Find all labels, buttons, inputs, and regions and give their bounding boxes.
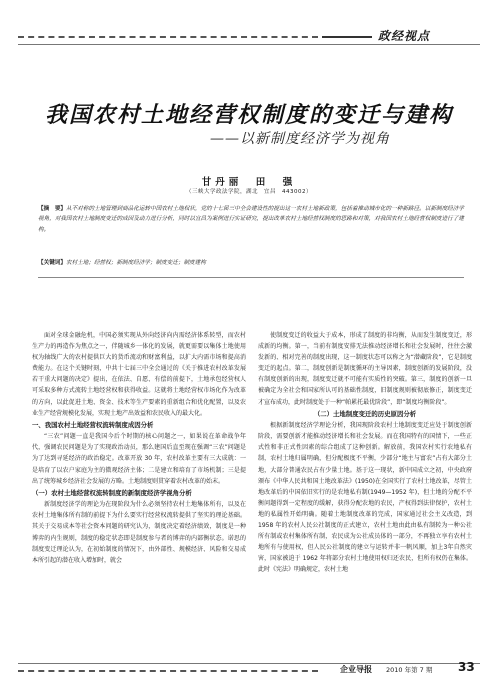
article-subtitle: ——以新制度经济学为视角 [210, 131, 390, 147]
abstract-text: 从不对称的土地管理到商品化运转中国农村土地权状，党的十七届三中全会建设性的提出这一农村土地新政策，包括着推动城市化的一种新路径。以新制度经济学视角，对我国农村土地制度变迁的成因及动力进行分析，同时以宜昌为案例进行实证研究，提出改革农村土地经营权制度的思路和对策，对我国农村土地经营权制度进行了建构。 [38, 206, 464, 233]
header-solid-rule [322, 36, 372, 38]
header-dashed-rule [18, 36, 318, 38]
body-column-right [258, 330, 472, 575]
footer-rule [18, 663, 480, 664]
author-affiliation: （三峡大学政法学院，湖北 宜昌 443002） [186, 189, 312, 195]
magazine-name: 企业导报 [340, 665, 372, 674]
abstract [38, 204, 464, 235]
keywords-text: 农村土地；经营权；新制度经济学；制度变迁；制度建构 [65, 260, 206, 266]
keywords-label: 【关键词】 [38, 260, 66, 266]
keywords [38, 258, 464, 268]
abstract-separator [38, 277, 464, 278]
article-authors: 甘丹丽 田 强 [201, 177, 297, 188]
body-paragraph: 根据新制度经济学理论分析，我国现阶段农村土地制度变迁应处于制度创新阶段，需要创新才能推动经济增长和社会发展。而在我国特有的国情下，一些正式性和非正式性因素的综合组成了这种创新。解放前，我国农村实行农地私有制，农村土地归属明确，但分配极度不平衡，少部分“地主与富农”占有大部分土地，大部分普通农民占有少量土地。基于这一现状，新中国成立之初，中央政府颁布《中华人民共和国土地改革法》(1950)在全国实行了农村土地改革，尽管土地改革后的中国依旧实行的是农地私有制(1949—1952 年)，但土地的分配不平衡问题得到一定程度的缓解，获得分配农地的农民，产权得到法律保护，农村土地的私属性开始明确。随着土地制度改革的完成，国家通过社会主义改造，到 1958 年的农村人民公社制度的正式建立，农村土地由此由私有制转为一种公社所有制或农村集体所有制，农民成为公社成员体的一部分，不再独立享有农村土地所有与使用权，但人民公社制度的建立与运转并非一帆风顺，加上3年自然灾害，国家被迫于 1962 年将部分农村土地使用权归还农民，但所有权仍在集体。此时《宪法》明确规定，农村土地 [258, 422, 472, 574]
section-heading: （一）农村土地经营权流转制度的新制度经济学视角分析 [32, 488, 192, 497]
section-heading: （二）土地制度变迁的历史原因分析 [313, 409, 417, 418]
body-paragraph: 新制度经济学的理论为在现阶段为什么必须坚持农村土地集体所有，以及在农村土地集体所有制的前提下为什么要实行经营权流转提供了坚实的理论基础。其关于交易成本等社会资本问题的研究认为，制度决定着经济绩效，制度是一种博弈的内生规则，制度的稳定状态即是制度参与者的博弈的内部衡状态。诺思的制度变迁理论认为，在初始制度的情况下，由外部性、规模经济、风险和交易成本所引起的潜在收入增加时，就会 [32, 501, 246, 564]
body-column-left [32, 330, 246, 566]
section-heading: 一、我国农村土地经营权流转制度成因分析 [32, 420, 154, 429]
page-number: 33 [458, 660, 475, 674]
footer-dashed-rule [18, 670, 318, 672]
body-paragraph: “三农”问题一直是我国今后个时期的核心问题之一，如果说在革命战争年代，强调农民问题是为了实现政治动员，那么建国后直至现在强调“三农”问题是为了达到寻延经济的政治稳定。改革开放 30 年，农村改革主要有三大成就：一是培育了以农户家庭为主的微观经济主体；二是建立和培育了市场机制；三是提出了统筹城乡经济社会发展的方略。土地制度则贯穿着农村改革的始末。 [32, 433, 246, 485]
body-paragraph: 面对全球金融危机，中国必须实现从外向经济向内需经济体系转型，而农村生产力的再造作为焦点之一，伴随城乡一体化的发展，就更需要以集体土地使用权为轴线广大的农村提供巨大的货币流动和财富利益，以扩大内需市场和提高消费能力。在这个关键时刻，中共十七届三中全会通过的《关于推进农村改革发展若干重大问题的决定》提出，在依法、自愿、有偿的前提下，土地承包经营权人可采取多种方式流转土地经营权和获得收益。这就将土地经营权市场化作为改革的方向，以此促进土地、资金、技术等生产要素的重新组合和优化配置，以及农业生产经营规模化发展，实现土地产出效益和农民收入的最大化。 [32, 332, 246, 417]
article-title: 我国农村土地经营权制度的变迁与建构 [44, 102, 453, 128]
body-paragraph: 使制度变迁的收益大于成本，形成了制度的非均衡，从而发生制度变迁，形成新的均衡。第一，当前有制度安排无法推动经济增长和社会发展时，往往会激发新的、相对完善的制度出现，这一制度状态可以称之为“潜藏阶段”，它是制度变迁的起点。第二，制度创新是制度循环的主导因素，制度创新的发展阶段，没有制度创新的出现，制度变迁就不可能有实质性的突破。第三，制度的创新一旦被确定为全社会和国家所认可的基础性制度，旧制度规则被彻底修正，制度变迁才宣布成功，此时制度处于一种“帕累托最优阶段”，即“制度均衡阶段”。 [258, 332, 472, 406]
abstract-label: 【摘 要】 [38, 206, 67, 212]
section-label: 政经视点 [378, 29, 431, 43]
issue-info: 2010 年第 7 期 [386, 666, 433, 674]
header-underline [18, 44, 480, 45]
